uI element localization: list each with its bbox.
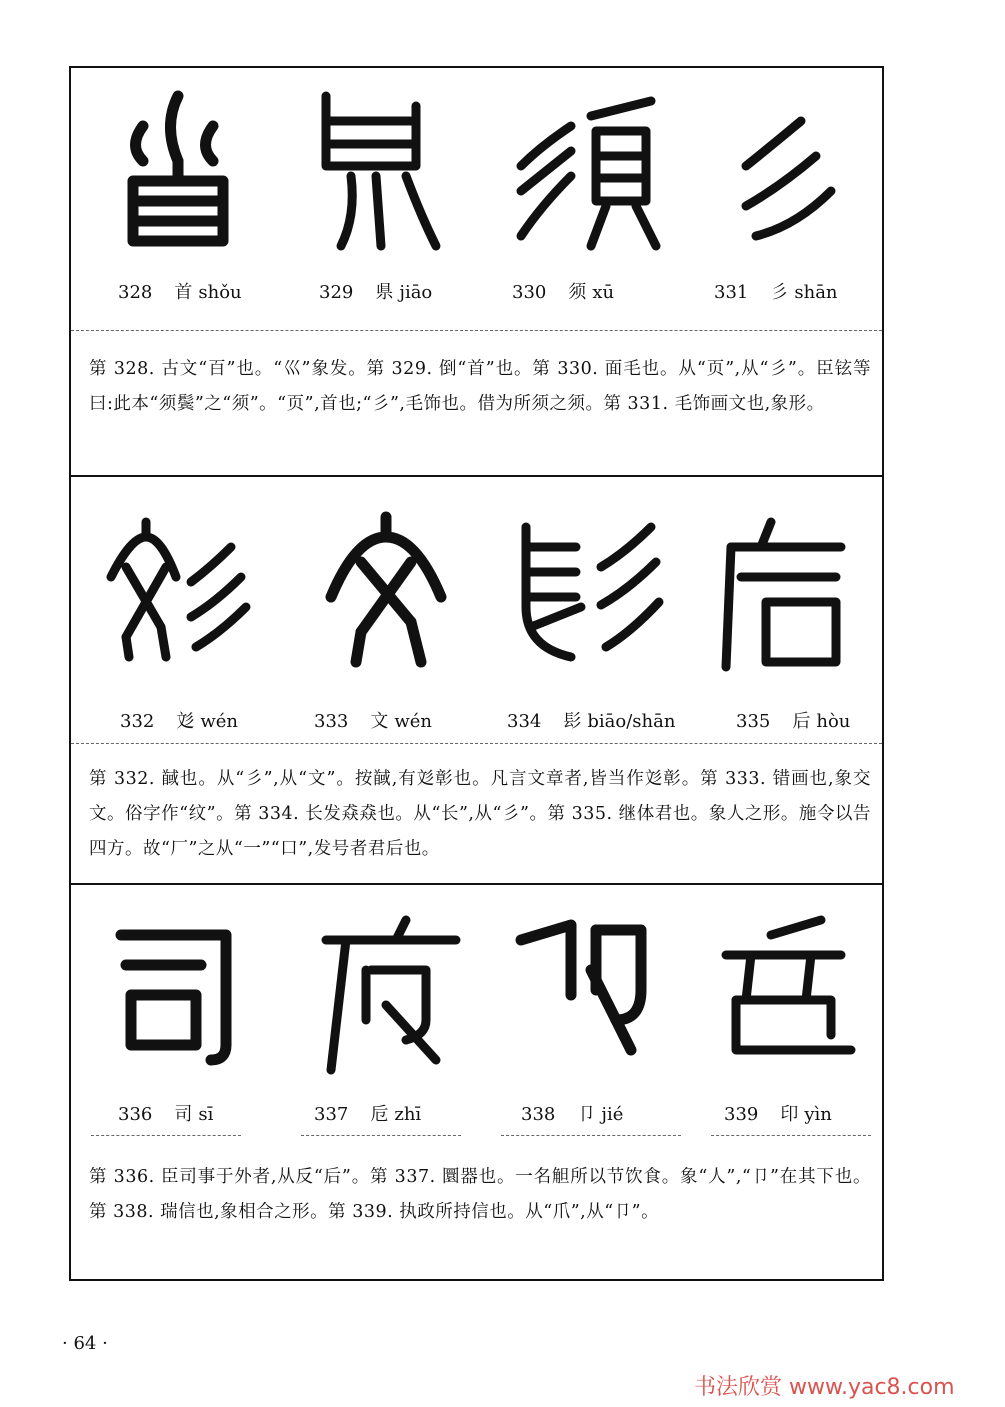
seal-glyph-338-icon [511,910,661,1080]
seal-glyph-329-icon [311,86,461,256]
glyph-row [71,477,882,677]
dashed-rule [71,330,882,331]
seal-glyph-335 [711,507,861,677]
entry-pinyin: jié [601,1104,624,1125]
entry-character: 后 [792,711,811,732]
seal-glyph-329 [311,86,461,256]
dashed-rule [501,1135,681,1136]
entry-character: 首 [174,282,193,303]
entry-character: 印 [780,1104,799,1125]
seal-glyph-330 [511,86,661,256]
entry-character: 県 [375,282,394,303]
entry-label-337 [314,1100,421,1126]
entry-number: 337 [314,1104,349,1125]
entry-number: 334 [507,711,542,732]
entry-label-330 [512,278,614,304]
dashed-rule [711,1135,871,1136]
entry-label-331 [714,278,838,304]
entry-character: 彡 [770,282,789,303]
section-3 [71,885,882,1279]
entry-label-332 [120,707,238,733]
annotation-text: 第 332. 馘也。从“彡”,从“文”。按馘,有彣彰也。凡言文章者,皆当作彣彰。第 333. 错画也,象交文。俗字作“纹”。第 334. 长发猋猋也。从“长”,从“彡”。第 335. 继体君也。象人之形。施令以告四方。故“厂”之从“一”“口”,发号者君后也。 [89,769,871,859]
seal-glyph-330-icon [511,86,661,256]
section-1 [71,68,882,475]
entry-pinyin: yìn [804,1104,832,1125]
dashed-rule [301,1135,461,1136]
seal-glyph-328-icon [103,86,253,256]
seal-glyph-332-icon [101,507,251,677]
seal-glyph-336-icon [106,910,256,1080]
entry-pinyin: jiāo [399,282,433,303]
entry-label-336 [118,1100,213,1126]
entry-character: 须 [568,282,587,303]
entry-label-329 [319,278,432,304]
entry-label-339 [724,1100,832,1126]
entry-pinyin: xū [592,282,615,303]
entry-pinyin: sī [198,1104,214,1125]
section-2 [71,477,882,883]
entry-pinyin: wén [394,711,433,732]
annotation-text: 第 336. 臣司事于外者,从反“后”。第 337. 圜器也。一名觛所以节饮食。象“人”,“卩”在其下也。第 338. 瑞信也,象相合之形。第 339. 执政所持信也。从“爪”,从“卩”。 [89,1167,871,1222]
entry-label-335 [736,707,850,733]
entry-pinyin: wén [200,711,239,732]
entry-pinyin: shǒu [198,282,242,303]
seal-glyph-337-icon [316,910,466,1080]
seal-glyph-339 [711,910,861,1080]
entry-number: 329 [319,282,354,303]
dashed-rule [91,1135,241,1136]
entry-pinyin: shān [794,282,838,303]
seal-glyph-338 [511,910,661,1080]
entry-character: 文 [370,711,389,732]
entry-character: 彣 [176,711,195,732]
entry-number: 331 [714,282,749,303]
seal-glyph-331 [711,86,861,256]
entry-number: 330 [512,282,547,303]
entry-character: 卩 [577,1104,596,1125]
annotation-text: 第 328. 古文“百”也。“巛”象发。第 329. 倒“首”也。第 330. 面毛也。从“页”,从“彡”。臣铉等曰:此本“须鬓”之“须”。“页”,首也;“彡”,毛饰也。借为所须之须。第 331. 毛饰画文也,象形。 [89,359,871,414]
site-watermark: 书法欣赏 www.yac8.com [694,1375,955,1400]
entry-pinyin: hòu [816,711,851,732]
glyph-row [71,68,882,268]
entry-number: 333 [314,711,349,732]
glyph-row [71,885,882,1085]
seal-glyph-335-icon [711,507,861,677]
seal-glyph-333-icon [311,507,461,677]
entry-pinyin: zhī [394,1104,422,1125]
seal-glyph-336 [106,910,256,1080]
seal-glyph-337 [316,910,466,1080]
seal-glyph-332 [101,507,251,677]
entry-character: 司 [174,1104,193,1125]
seal-glyph-334-icon [511,507,661,677]
entry-number: 332 [120,711,155,732]
seal-glyph-339-icon [711,910,861,1080]
entry-number: 336 [118,1104,153,1125]
entry-label-328 [118,278,242,304]
entry-label-334 [507,707,675,733]
entry-pinyin: biāo/shān [587,711,676,732]
entry-number: 335 [736,711,771,732]
entry-character: 髟 [563,711,582,732]
seal-glyph-328 [103,86,253,256]
entry-number: 339 [724,1104,759,1125]
entry-character: 卮 [370,1104,389,1125]
page-number: · 64 · [62,1333,108,1354]
seal-glyph-334 [511,507,661,677]
entry-number: 328 [118,282,153,303]
entry-label-333 [314,707,432,733]
dashed-rule [71,743,882,744]
seal-glyph-331-icon [711,86,861,256]
entry-label-338 [521,1100,623,1126]
entry-number: 338 [521,1104,556,1125]
seal-glyph-333 [311,507,461,677]
